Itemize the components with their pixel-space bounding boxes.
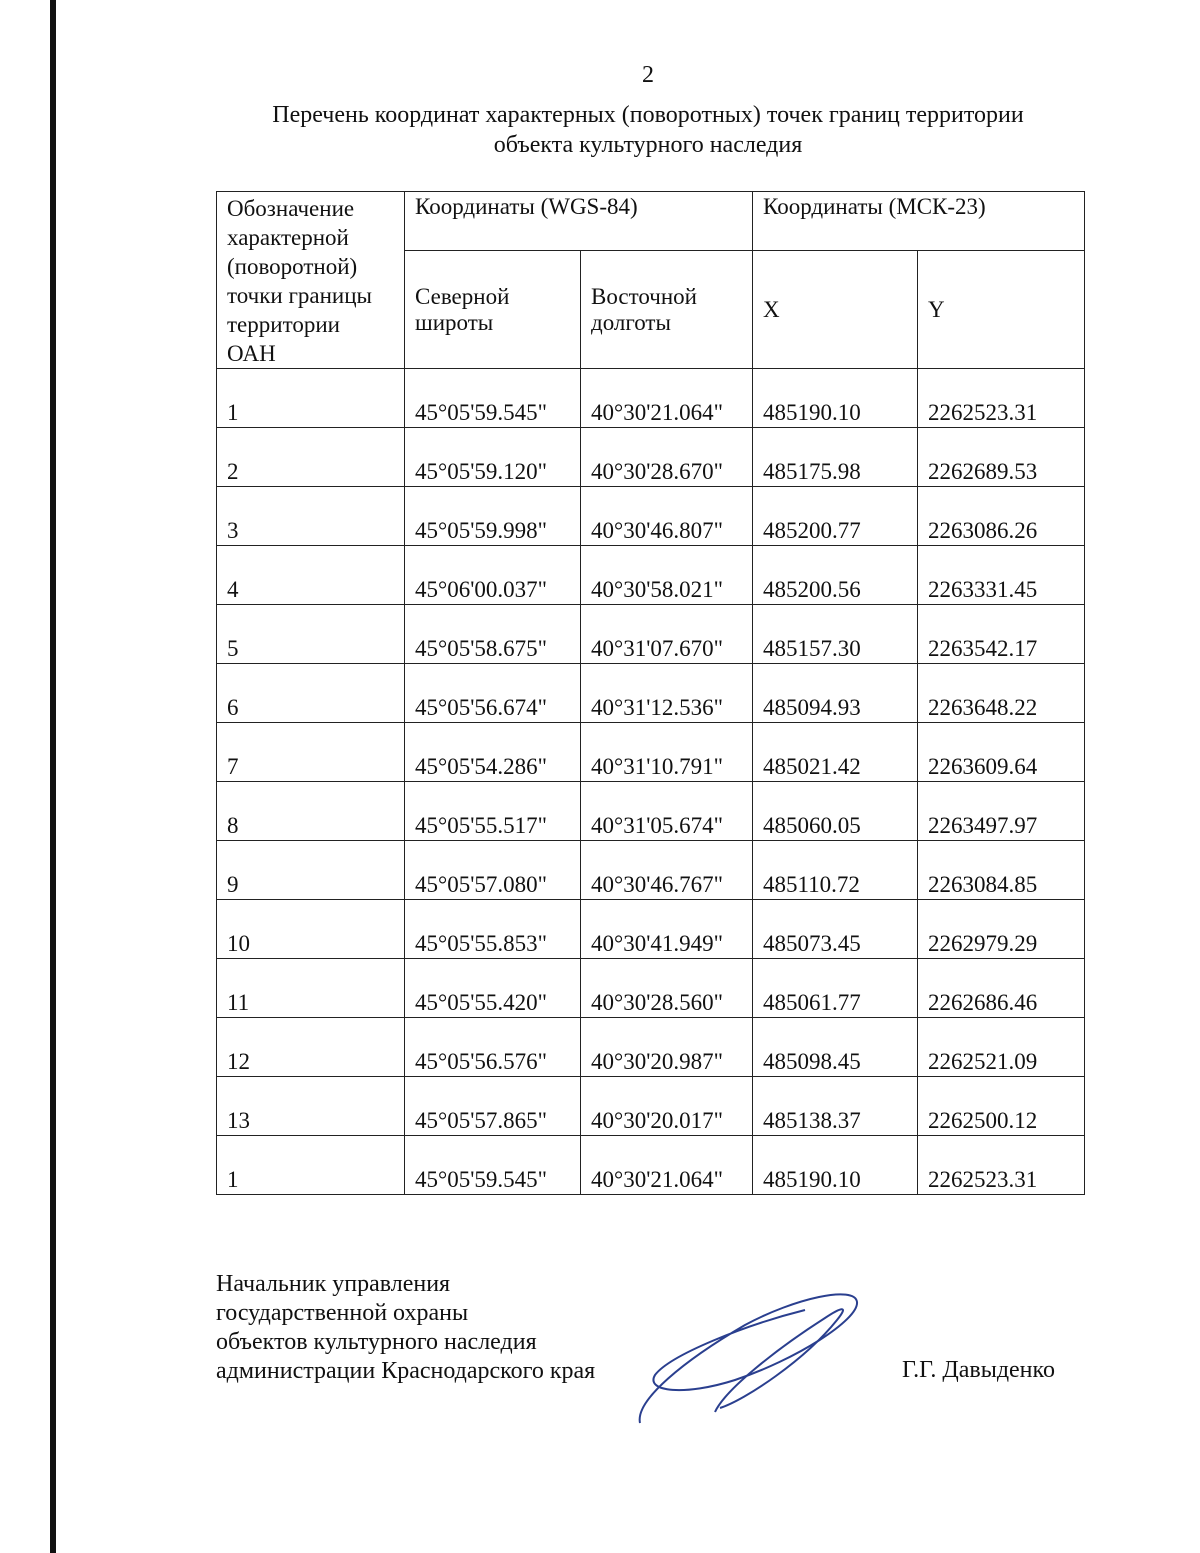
header-point-line: ОАН <box>227 341 276 366</box>
header-east-line: Восточной <box>591 283 697 309</box>
table-row <box>217 664 1085 723</box>
cell-y: 2262523.31 <box>918 369 1085 428</box>
cell-east-longitude: 40°31'05.674" <box>581 782 753 841</box>
cell-north-latitude: 45°05'58.675" <box>405 605 581 664</box>
cell-x: 485098.45 <box>753 1018 918 1077</box>
signature-block <box>216 1270 595 1386</box>
cell-y: 2263086.26 <box>918 487 1085 546</box>
cell-x: 485200.77 <box>753 487 918 546</box>
header-msk23-group: Координаты (МСК-23) <box>753 192 1085 251</box>
cell-x: 485190.10 <box>753 369 918 428</box>
cell-north-latitude: 45°05'59.545" <box>405 369 581 428</box>
cell-north-latitude: 45°05'54.286" <box>405 723 581 782</box>
cell-y: 2263648.22 <box>918 664 1085 723</box>
title-line-2: объекта культурного наследия <box>493 132 803 158</box>
header-point-line: Обозначение <box>227 196 355 221</box>
cell-x: 485138.37 <box>753 1077 918 1136</box>
scan-edge <box>50 0 56 1553</box>
cell-point: 8 <box>217 782 405 841</box>
cell-point: 2 <box>217 428 405 487</box>
table-row <box>217 723 1085 782</box>
cell-north-latitude: 45°05'57.865" <box>405 1077 581 1136</box>
header-north-line: широты <box>415 309 494 335</box>
cell-north-latitude: 45°05'56.576" <box>405 1018 581 1077</box>
cell-east-longitude: 40°30'28.560" <box>581 959 753 1018</box>
cell-east-longitude: 40°30'58.021" <box>581 546 753 605</box>
cell-north-latitude: 45°05'59.545" <box>405 1136 581 1195</box>
header-east-line: долготы <box>591 309 671 335</box>
table-row <box>217 487 1085 546</box>
cell-y: 2262500.12 <box>918 1077 1085 1136</box>
cell-point: 1 <box>217 1136 405 1195</box>
title-line-1: Перечень координат характерных (поворотных) точек границ территории <box>272 102 1024 128</box>
cell-x: 485157.30 <box>753 605 918 664</box>
signature-stroke <box>715 1309 843 1412</box>
page-number: 2 <box>642 62 654 88</box>
signer-title-line: администрации Краснодарского края <box>216 1358 596 1384</box>
cell-x: 485060.05 <box>753 782 918 841</box>
header-north-latitude <box>405 251 581 369</box>
cell-north-latitude: 45°05'55.517" <box>405 782 581 841</box>
table-row <box>217 841 1085 900</box>
cell-point: 7 <box>217 723 405 782</box>
signature-stroke <box>640 1294 857 1423</box>
cell-y: 2263497.97 <box>918 782 1085 841</box>
header-point-line: (поворотной) <box>227 254 358 279</box>
cell-point: 11 <box>217 959 405 1018</box>
cell-x: 485061.77 <box>753 959 918 1018</box>
cell-x: 485073.45 <box>753 900 918 959</box>
header-point-line: территории <box>227 312 340 337</box>
cell-north-latitude: 45°06'00.037" <box>405 546 581 605</box>
cell-y: 2263331.45 <box>918 546 1085 605</box>
table-row <box>217 959 1085 1018</box>
table-row <box>217 369 1085 428</box>
cell-point: 3 <box>217 487 405 546</box>
signer-title-line: государственной охраны <box>216 1300 469 1326</box>
table-row <box>217 605 1085 664</box>
cell-point: 5 <box>217 605 405 664</box>
header-north-line: Северной <box>415 283 510 309</box>
cell-north-latitude: 45°05'59.998" <box>405 487 581 546</box>
cell-point: 10 <box>217 900 405 959</box>
cell-y: 2263542.17 <box>918 605 1085 664</box>
cell-east-longitude: 40°31'07.670" <box>581 605 753 664</box>
cell-point: 1 <box>217 369 405 428</box>
cell-y: 2262523.31 <box>918 1136 1085 1195</box>
cell-y: 2262521.09 <box>918 1018 1085 1077</box>
cell-east-longitude: 40°30'21.064" <box>581 369 753 428</box>
cell-point: 6 <box>217 664 405 723</box>
cell-x: 485094.93 <box>753 664 918 723</box>
cell-y: 2262686.46 <box>918 959 1085 1018</box>
cell-point: 4 <box>217 546 405 605</box>
header-point-line: характерной <box>227 225 349 250</box>
cell-north-latitude: 45°05'55.420" <box>405 959 581 1018</box>
cell-x: 485175.98 <box>753 428 918 487</box>
header-wgs84-group: Координаты (WGS-84) <box>405 192 753 251</box>
signer-title-line: объектов культурного наследия <box>216 1329 537 1355</box>
table-row <box>217 546 1085 605</box>
cell-north-latitude: 45°05'55.853" <box>405 900 581 959</box>
table-body <box>217 369 1085 1195</box>
cell-north-latitude: 45°05'57.080" <box>405 841 581 900</box>
cell-east-longitude: 40°30'28.670" <box>581 428 753 487</box>
header-x: X <box>753 251 918 369</box>
cell-y: 2263609.64 <box>918 723 1085 782</box>
table-row <box>217 900 1085 959</box>
cell-east-longitude: 40°31'10.791" <box>581 723 753 782</box>
cell-north-latitude: 45°05'56.674" <box>405 664 581 723</box>
cell-east-longitude: 40°30'21.064" <box>581 1136 753 1195</box>
header-point-line: точки границы <box>227 283 372 308</box>
cell-east-longitude: 40°30'41.949" <box>581 900 753 959</box>
header-y: Y <box>918 251 1085 369</box>
signer-name: Г.Г. Давыденко <box>902 1357 1055 1383</box>
header-point-designation <box>217 192 405 369</box>
coordinates-table <box>216 191 1085 1195</box>
cell-east-longitude: 40°30'46.807" <box>581 487 753 546</box>
cell-y: 2263084.85 <box>918 841 1085 900</box>
table-row <box>217 1018 1085 1077</box>
cell-point: 12 <box>217 1018 405 1077</box>
table-row <box>217 428 1085 487</box>
header-east-longitude <box>581 251 753 369</box>
table-row <box>217 782 1085 841</box>
cell-north-latitude: 45°05'59.120" <box>405 428 581 487</box>
cell-east-longitude: 40°31'12.536" <box>581 664 753 723</box>
cell-point: 9 <box>217 841 405 900</box>
cell-x: 485021.42 <box>753 723 918 782</box>
cell-x: 485200.56 <box>753 546 918 605</box>
table-row <box>217 1077 1085 1136</box>
cell-east-longitude: 40°30'20.987" <box>581 1018 753 1077</box>
cell-y: 2262979.29 <box>918 900 1085 959</box>
cell-x: 485110.72 <box>753 841 918 900</box>
document-title <box>0 100 1200 160</box>
cell-east-longitude: 40°30'20.017" <box>581 1077 753 1136</box>
cell-x: 485190.10 <box>753 1136 918 1195</box>
table-row <box>217 1136 1085 1195</box>
cell-point: 13 <box>217 1077 405 1136</box>
cell-y: 2262689.53 <box>918 428 1085 487</box>
signer-title-line: Начальник управления <box>216 1271 451 1297</box>
handwritten-signature <box>625 1280 865 1430</box>
cell-east-longitude: 40°30'46.767" <box>581 841 753 900</box>
